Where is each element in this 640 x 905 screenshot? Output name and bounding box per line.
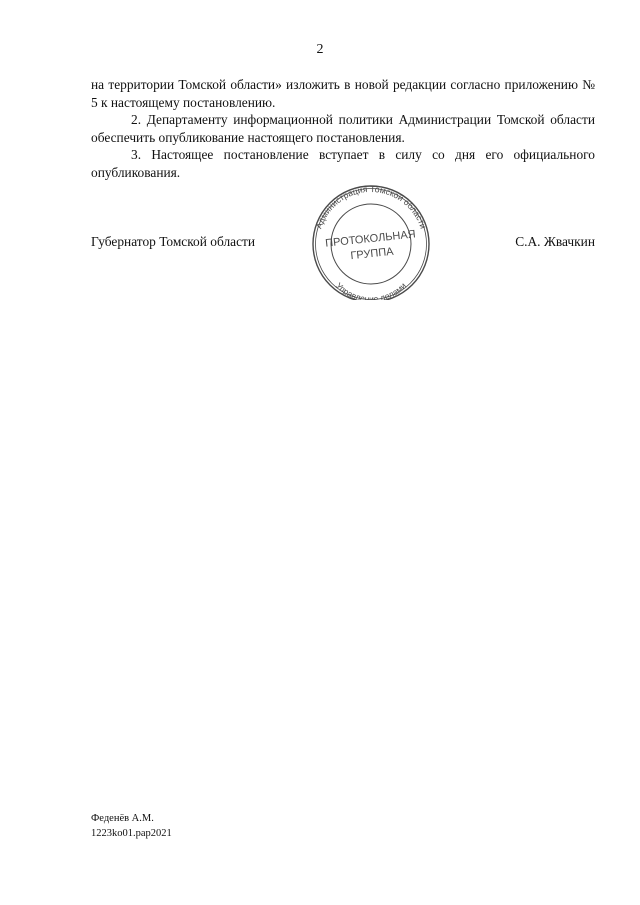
paragraph-item-2: 2. Департаменту информационной политики Администрации Томской области обеспечить опубликование настоящего постановления. [91, 112, 595, 145]
page-number: 2 [316, 42, 324, 57]
document-body [91, 76, 595, 182]
signatory-name: С.А. Жвачкин [515, 234, 595, 249]
stamp-outer-top-text: Администрация Томской области [313, 184, 429, 230]
stamp-center-line-1: ПРОТОКОЛЬНАЯ [324, 228, 417, 250]
footer-file-code: 1223ko01.pap2021 [91, 828, 172, 839]
round-stamp [301, 184, 441, 300]
footer-author: Феденёв А.М. [91, 813, 154, 824]
document-footer [91, 811, 172, 841]
stamp-outer-bottom-text: Управление делами [333, 280, 409, 300]
paragraph-continuation: на территории Томской области» изложить в новой редакции согласно приложению № 5 к настоящему постановлению. [91, 77, 595, 110]
stamp-center-line-2: ГРУППА [349, 245, 395, 263]
paragraph-item-3: 3. Настоящее постановление вступает в силу со дня его официального опубликования. [91, 147, 595, 180]
signatory-position: Губернатор Томской области [91, 234, 256, 249]
